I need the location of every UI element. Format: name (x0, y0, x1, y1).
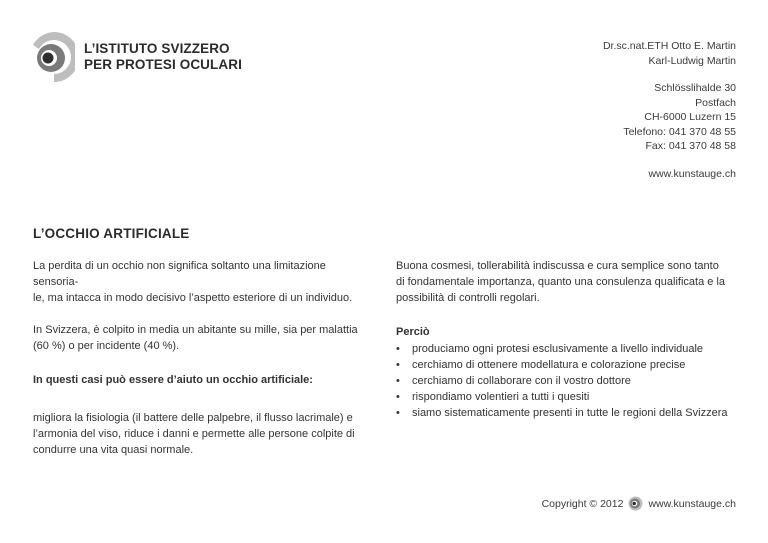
right-column (396, 258, 741, 421)
list-item: • cerchiamo di ottenere modellatura e colorazione precise (396, 357, 741, 373)
left-paragraph-4: migliora la fisiologia (il battere delle palpebre, il flusso lacrimale) e l’armonia del viso, riduce i danni e permette alle persone colpite di condurre una vita quasi normale. (33, 412, 355, 456)
contact-postfach: Postfach (695, 96, 736, 109)
services-list (396, 341, 741, 421)
list-item: • produciamo ogni protesi esclusivamente a livello individuale (396, 341, 741, 357)
eye-small-icon (628, 496, 643, 511)
list-item: • cerchiamo di collaborare con il vostro dottore (396, 373, 741, 389)
brand-line-2: PER PROTESI OCULARI (84, 57, 242, 72)
footer-website-link[interactable]: www.kunstauge.ch (648, 497, 736, 510)
left-paragraph-emphasis: In questi casi può essere d’aiuto un occhio artificiale: (33, 374, 313, 386)
brand-line-1: L’ISTITUTO SVIZZERO (84, 41, 230, 56)
footer (542, 496, 736, 511)
left-paragraph-1: La perdita di un occhio non significa soltanto una limitazione sensoria- le, ma intacca in modo decisivo l’aspetto esteriore di un individuo. (33, 260, 353, 304)
list-title: Perciò (396, 326, 430, 338)
right-paragraph-1: Buona cosmesi, tollerabilità indiscussa e cura semplice sono tanto di fondamentale importanza, quanto una consulenza qualificata e la possibilità di controlli regolari. (396, 260, 726, 304)
contact-block (603, 39, 736, 181)
copyright-text: Copyright © 2012 (541, 497, 624, 510)
contact-phone: Telefono: 041 370 48 55 (623, 125, 736, 138)
eye-logo-icon (33, 31, 75, 83)
contact-city: CH-6000 Luzern 15 (644, 111, 736, 123)
contact-name-1: Dr.sc.nat.ETH Otto E. Martin (602, 40, 736, 52)
institute-name (84, 41, 242, 73)
list-item: • siamo sistematicamente presenti in tutte le regioni della Svizzera (396, 405, 741, 421)
left-paragraph-2: In Svizzera, è colpito in media un abitante su mille, sia per malattia (60 %) o per incidente (40 %). (33, 324, 358, 352)
page-title: L’OCCHIO ARTIFICIALE (33, 226, 190, 241)
contact-name-2: Karl-Ludwig Martin (648, 54, 736, 67)
list-item: • rispondiamo volentieri a tutti i quesiti (396, 389, 741, 405)
contact-street: Schlösslihalde 30 (654, 82, 736, 94)
contact-fax: Fax: 041 370 48 58 (645, 140, 736, 152)
left-column (33, 258, 373, 458)
contact-website-link[interactable]: www.kunstauge.ch (648, 167, 736, 180)
